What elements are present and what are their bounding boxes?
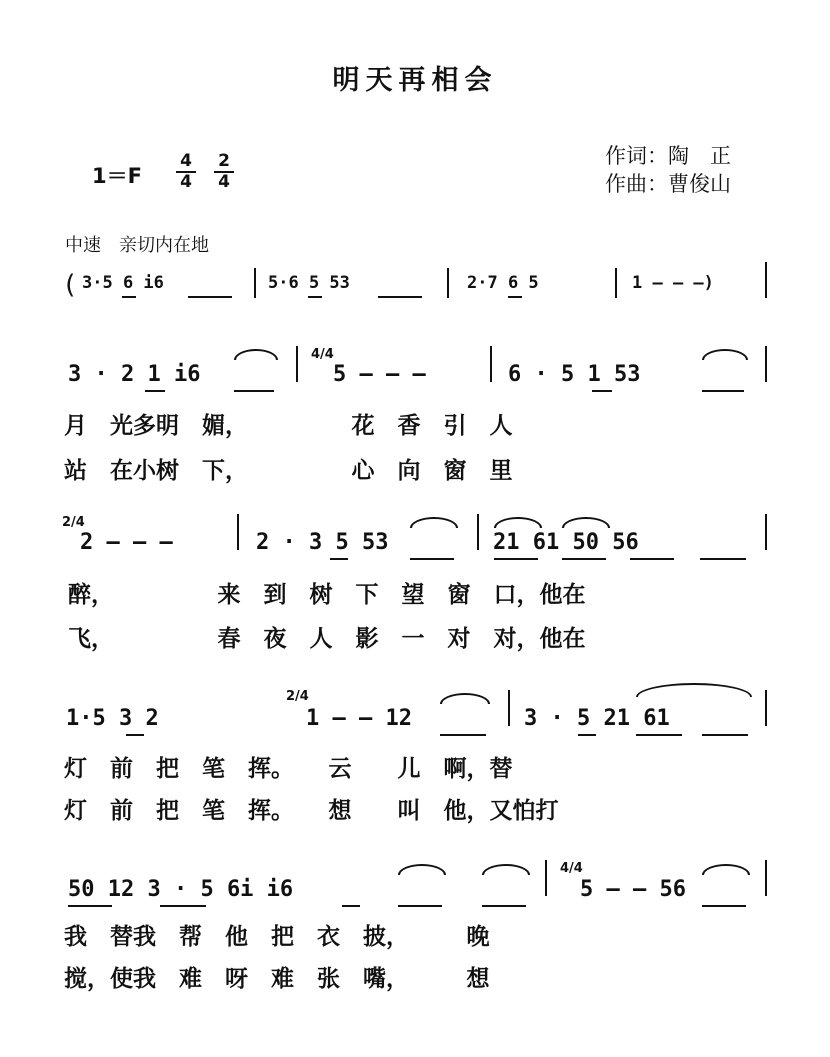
slur <box>440 693 490 704</box>
underline <box>494 558 538 560</box>
slur <box>636 683 752 697</box>
slur <box>494 517 542 528</box>
page-title: 明天再相会 <box>332 65 498 96</box>
system-2-measure-3: 21 61 50 56 <box>493 530 639 555</box>
underline <box>68 905 112 907</box>
barline <box>296 346 298 382</box>
underline <box>122 296 136 298</box>
system-3-measure-2: 1 – – 12 <box>306 706 412 731</box>
system-3-lyrics-verse-1: 灯 前 把 笔 挥。 云 儿 啊，替 <box>64 756 513 782</box>
underline <box>562 558 606 560</box>
tempo-marking: 中速 亲切内在地 <box>65 235 209 256</box>
underline <box>702 905 746 907</box>
underline <box>234 390 274 392</box>
system-1-measure-1: 3 · 2 1 i6 <box>68 362 201 387</box>
underline <box>592 390 612 392</box>
system-4-lyrics-verse-2: 搅，使我 难 呀 难 张 嘴， 想 <box>64 966 490 992</box>
intro-measure-2: 5·6 5 53 <box>268 273 350 293</box>
underline <box>410 558 454 560</box>
underline <box>126 734 144 736</box>
underline <box>630 558 674 560</box>
barline <box>615 268 617 298</box>
system-2-measure-1: 2 – – – <box>80 530 173 555</box>
slur <box>398 864 446 875</box>
system-4-measure-1: 50 12 3 · 5 6i i6 <box>68 877 294 902</box>
system-4-lyrics-verse-1: 我 替我 帮 他 把 衣 披， 晚 <box>64 924 490 950</box>
intro-measure-4: 1 – – –) <box>632 273 714 293</box>
meter-top: 4 <box>180 151 192 171</box>
barline <box>765 690 767 726</box>
barline <box>490 346 492 382</box>
barline <box>765 514 767 550</box>
meter-change-mark: 4/4 <box>311 347 334 362</box>
meter-bottom: 4 <box>180 172 192 192</box>
barline <box>765 860 767 896</box>
meter-bottom: 4 <box>218 172 230 192</box>
barline <box>545 860 547 896</box>
system-3-lyrics-verse-2: 灯 前 把 笔 挥。 想 叫 他，又怕打 <box>64 798 559 824</box>
meter-change-mark: 2/4 <box>62 515 85 530</box>
slur <box>234 349 278 360</box>
slur <box>482 864 530 875</box>
slur <box>702 349 748 360</box>
time-signature-2-4 <box>214 152 234 191</box>
underline <box>482 905 526 907</box>
barline <box>765 262 767 298</box>
meter-change-mark: 2/4 <box>286 689 309 704</box>
underline <box>342 905 360 907</box>
slur <box>702 864 750 875</box>
intro-measure-3: 2·7 6 5 <box>467 273 539 293</box>
underline <box>440 734 486 736</box>
barline <box>447 268 449 298</box>
system-2-measure-2: 2 · 3 5 53 <box>256 530 389 555</box>
key-signature: 1＝F <box>92 164 142 188</box>
underline <box>308 296 322 298</box>
underline <box>636 734 682 736</box>
barline <box>254 268 256 298</box>
underline <box>700 558 746 560</box>
system-3-measure-3: 3 · 5 21 61 <box>524 706 670 731</box>
barline <box>477 514 479 550</box>
meter-change-mark: 4/4 <box>560 861 583 876</box>
system-1-lyrics-verse-2: 站 在小树 下， 心 向 窗 里 <box>64 458 513 484</box>
system-3-measure-1: 1·5 3 2 <box>66 706 159 731</box>
meter-top: 2 <box>218 151 230 171</box>
underline <box>508 296 522 298</box>
intro-measure-1: 3·5 6 i6 <box>82 273 164 293</box>
lyricist-credit: 作词：陶 正 <box>605 144 731 168</box>
intro-open-paren: ( <box>62 270 78 300</box>
underline <box>145 390 165 392</box>
composer-credit: 作曲：曹俊山 <box>605 172 731 196</box>
underline <box>188 296 232 298</box>
system-2-lyrics-verse-2: 飞， 春 夜 人 影 一 对 对，他在 <box>68 626 586 652</box>
system-4-measure-2: 5 – – 56 <box>580 877 686 902</box>
barline <box>508 690 510 726</box>
underline <box>160 905 206 907</box>
system-2-lyrics-verse-1: 醉， 来 到 树 下 望 窗 口，他在 <box>68 582 586 608</box>
underline <box>702 734 748 736</box>
underline <box>398 905 442 907</box>
underline <box>702 390 744 392</box>
system-1-measure-2: 5 – – – <box>333 362 426 387</box>
slur <box>410 517 458 528</box>
underline <box>378 296 422 298</box>
barline <box>765 346 767 382</box>
time-signature-4-4 <box>176 152 196 191</box>
barline <box>237 514 239 550</box>
underline <box>578 734 596 736</box>
system-1-measure-3: 6 · 5 1 53 <box>508 362 641 387</box>
underline <box>330 558 348 560</box>
slur <box>562 517 610 528</box>
system-1-lyrics-verse-1: 月 光多明 媚， 花 香 引 人 <box>64 413 513 439</box>
